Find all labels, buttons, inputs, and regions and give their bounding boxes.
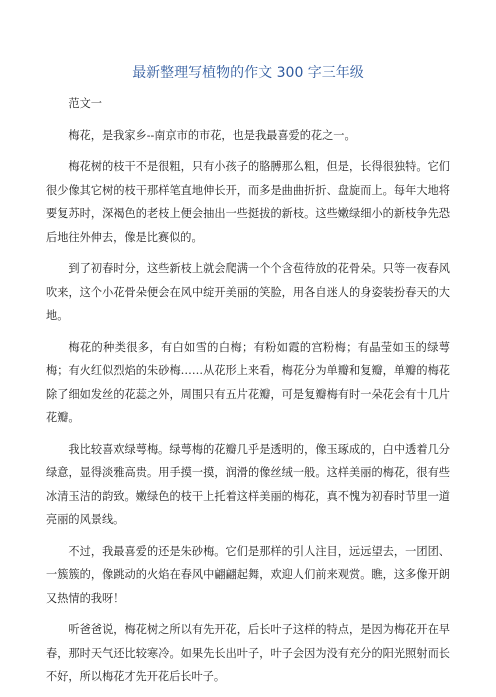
paragraph: 到了初春时分，这些新枝上就会爬满一个个含苞待放的花骨朵。只等一夜春风吹来，这个小花骨朵便会在风中绽开美丽的笑脸，用各自迷人的身姿装扮春天的大地。 — [46, 262, 450, 322]
paragraph: 梅花的种类很多，有白如雪的白梅；有粉如霞的宫粉梅；有晶莹如玉的绿萼梅；有火红似烈焰的朱砂梅……从花形上来看，梅花分为单瓣和复瓣，单瓣的梅花除了细如发丝的花蕊之外，周围只有五片花瓣，可是复瓣梅有时一朵花会有十几片花瓣。 — [46, 340, 450, 424]
document-title: 最新整理写植物的作文 300 字三年级 — [132, 65, 364, 81]
paragraph: 听爸爸说，梅花树之所以有先开花，后长叶子这样的特点，是因为梅花开在早春，那时天气还比较寒冷。如果先长出叶子，叶子会因为没有充分的阳光照射而长不好，所以梅花才先开花后长叶子。 — [46, 623, 450, 683]
document-body — [46, 92, 450, 697]
paragraph: 不过，我最喜爱的还是朱砂梅。它们是那样的引人注目，远远望去，一团团、一簇簇的，像跳动的火焰在春风中翩翩起舞，欢迎人们前来观赏。瞧，这多像开朗又热情的我呀！ — [46, 544, 450, 605]
paragraph: 我比较喜欢绿萼梅。绿萼梅的花瓣几乎是透明的，像玉琢成的，白中透着几分绿意，显得淡雅高贵。用手摸一摸，润滑的像丝绒一般。这样美丽的梅花，很有些冰清玉洁的韵致。嫩绿色的枝干上托着这样美丽的梅花，真不愧为初春时节里一道亮丽的风景线。 — [46, 442, 450, 526]
paragraph: 梅花，是我家乡--南京市的市花，也是我最喜爱的花之一。 — [68, 128, 356, 142]
paragraph: 梅花树的枝干不是很粗，只有小孩子的胳膊那么粗，但是，长得很独特。它们很少像其它树的枝干那样笔直地伸长开，而多是曲曲折折、盘旋而上。每年大地将要复苏时，深褐色的老枝上便会抽出一些挺拔的新枝。这些嫩绿细小的新枝争先恐后地往外伸去，像是比赛似的。 — [46, 160, 450, 244]
essay-subtitle: 范文一 — [68, 97, 102, 110]
